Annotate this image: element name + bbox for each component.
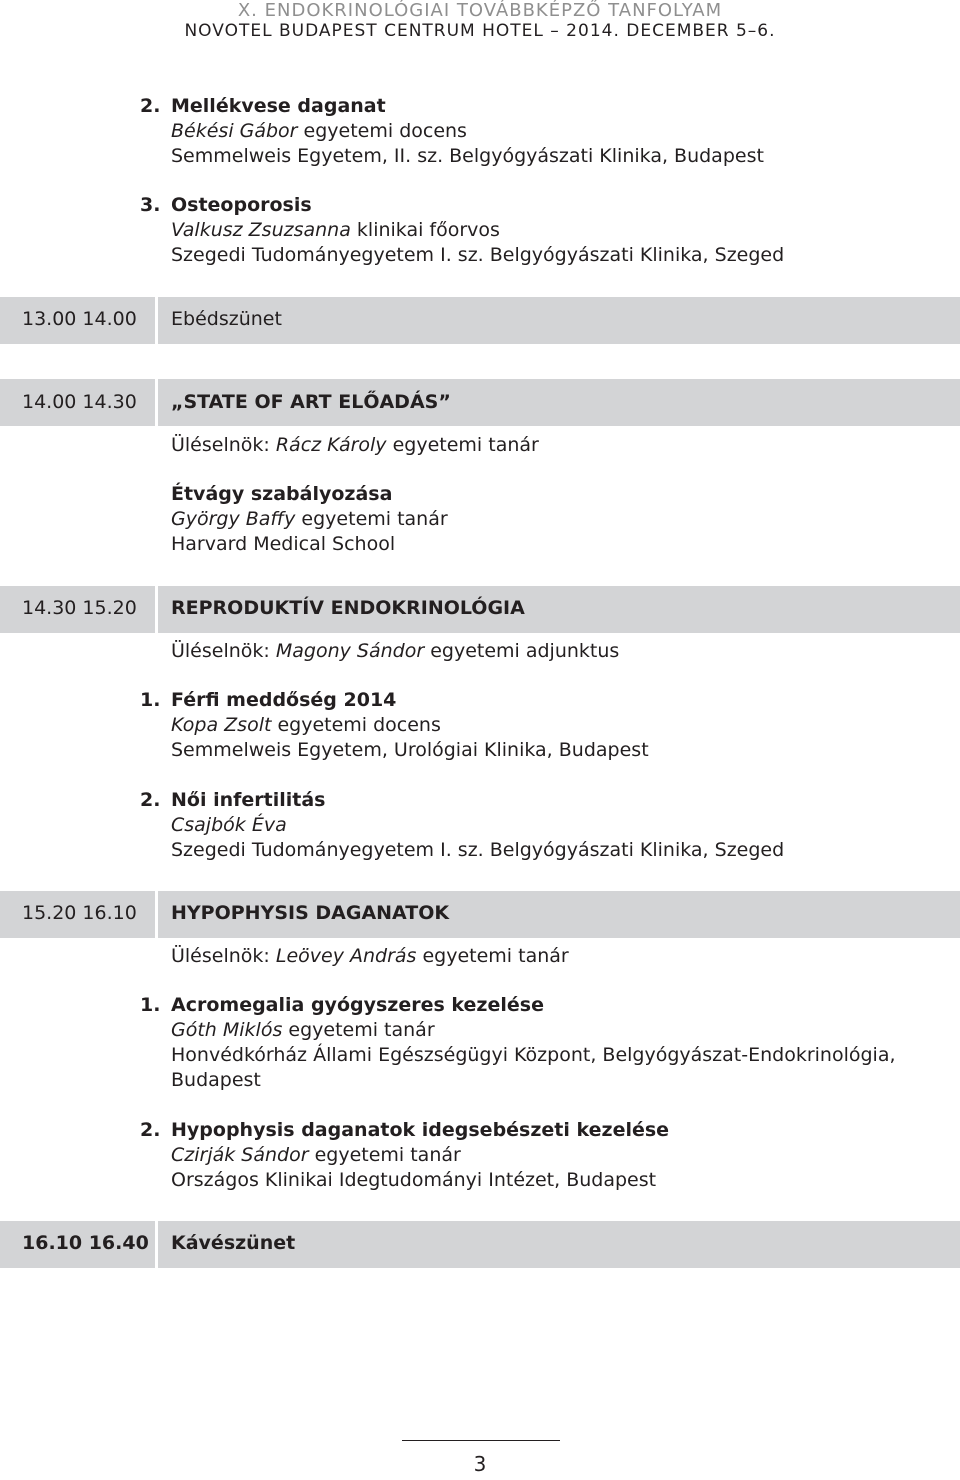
speaker-name: Kopa Zsolt bbox=[171, 714, 272, 736]
speaker-role: egyetemi tanár bbox=[295, 508, 448, 530]
talk-title: Hypophysis daganatok idegsebészeti kezelése bbox=[171, 1119, 670, 1141]
talk-speaker-line bbox=[171, 119, 467, 143]
item-number: 3. bbox=[140, 194, 161, 216]
item-number: 2. bbox=[140, 1119, 161, 1141]
talk-affiliation: Harvard Medical School bbox=[171, 533, 396, 555]
speaker-name: Góth Miklós bbox=[171, 1019, 283, 1041]
bar-divider bbox=[155, 297, 158, 344]
item-number: 1. bbox=[140, 994, 161, 1016]
header-line-1: X. ENDOKRINOLÓGIAI TOVÁBBKÉPZŐ TANFOLYAM bbox=[237, 0, 723, 21]
break-time: 16.10 16.40 bbox=[22, 1232, 149, 1254]
session-title: HYPOPHYSIS DAGANATOK bbox=[171, 902, 450, 924]
break-label: Kávészünet bbox=[171, 1232, 296, 1254]
header-line-2: NOVOTEL BUDAPEST CENTRUM HOTEL – 2014. DECEMBER 5–6. bbox=[184, 21, 776, 41]
footer-rule bbox=[402, 1440, 560, 1441]
talk-affiliation-cont: Budapest bbox=[171, 1069, 261, 1091]
session-chair bbox=[171, 433, 539, 457]
session-bar-hypophysis bbox=[0, 891, 960, 938]
talk-title: Acromegalia gyógyszeres kezelése bbox=[171, 994, 544, 1016]
talk-affiliation: Szegedi Tudományegyetem I. sz. Belgyógyászati Klinika, Szeged bbox=[171, 839, 785, 861]
chair-name: Leövey András bbox=[275, 945, 417, 967]
speaker-name: György Baffy bbox=[171, 508, 296, 530]
bar-divider bbox=[155, 1221, 158, 1268]
speaker-role: egyetemi tanár bbox=[282, 1019, 435, 1041]
chair-name: Rácz Károly bbox=[275, 434, 387, 456]
session-title: „STATE OF ART ELŐADÁS” bbox=[171, 391, 451, 413]
speaker-name: Czirják Sándor bbox=[171, 1144, 309, 1166]
talk-speaker-line bbox=[171, 218, 500, 242]
talk-title: Mellékvese daganat bbox=[171, 95, 386, 117]
bar-divider bbox=[155, 586, 158, 633]
bar-divider bbox=[155, 891, 158, 938]
speaker-role: egyetemi tanár bbox=[308, 1144, 461, 1166]
break-bar-coffee bbox=[0, 1221, 960, 1268]
session-title: REPRODUKTÍV ENDOKRINOLÓGIA bbox=[171, 597, 525, 619]
chair-role: egyetemi tanár bbox=[416, 945, 569, 967]
item-number: 1. bbox=[140, 689, 161, 711]
talk-affiliation: Semmelweis Egyetem, Urológiai Klinika, Budapest bbox=[171, 739, 649, 761]
break-label: Ebédszünet bbox=[171, 308, 282, 330]
speaker-role: egyetemi docens bbox=[297, 120, 467, 142]
chair-name: Magony Sándor bbox=[275, 640, 425, 662]
speaker-name: Csajbók Éva bbox=[171, 814, 287, 836]
chair-prefix: Üléselnök: bbox=[171, 945, 276, 967]
session-bar-state-of-art bbox=[0, 379, 960, 426]
break-time: 13.00 14.00 bbox=[22, 308, 137, 330]
talk-affiliation: Semmelweis Egyetem, II. sz. Belgyógyászati Klinika, Budapest bbox=[171, 145, 764, 167]
speaker-role: egyetemi docens bbox=[271, 714, 441, 736]
talk-speaker-line bbox=[171, 507, 448, 531]
speaker-name: Békési Gábor bbox=[171, 120, 298, 142]
session-time: 15.20 16.10 bbox=[22, 902, 137, 924]
item-number: 2. bbox=[140, 95, 161, 117]
talk-speaker-line bbox=[171, 1018, 435, 1042]
page-number: 3 bbox=[473, 1452, 487, 1476]
session-time: 14.30 15.20 bbox=[22, 597, 137, 619]
session-chair bbox=[171, 944, 569, 968]
session-time: 14.00 14.30 bbox=[22, 391, 137, 413]
chair-prefix: Üléselnök: bbox=[171, 434, 276, 456]
talk-speaker-line bbox=[171, 1143, 461, 1167]
chair-role: egyetemi tanár bbox=[386, 434, 539, 456]
chair-role: egyetemi adjunktus bbox=[424, 640, 620, 662]
item-number: 2. bbox=[140, 789, 161, 811]
talk-title: Étvágy szabályozása bbox=[171, 483, 393, 505]
talk-affiliation: Honvédkórház Állami Egészségügyi Központ, Belgyógyászat-Endokrinológia, bbox=[171, 1044, 896, 1066]
session-chair bbox=[171, 639, 619, 663]
talk-affiliation: Szegedi Tudományegyetem I. sz. Belgyógyászati Klinika, Szeged bbox=[171, 244, 785, 266]
chair-prefix: Üléselnök: bbox=[171, 640, 276, 662]
session-bar-reproductive bbox=[0, 586, 960, 633]
talk-title: Női infertilitás bbox=[171, 789, 326, 811]
break-bar-lunch bbox=[0, 297, 960, 344]
talk-speaker-line bbox=[171, 713, 441, 737]
talk-title: Férfi meddőség 2014 bbox=[171, 689, 397, 711]
talk-affiliation: Országos Klinikai Idegtudományi Intézet, Budapest bbox=[171, 1169, 657, 1191]
bar-divider bbox=[155, 379, 158, 426]
talk-title: Osteoporosis bbox=[171, 194, 312, 216]
speaker-role: klinikai főorvos bbox=[350, 219, 500, 241]
speaker-name: Valkusz Zsuzsanna bbox=[171, 219, 351, 241]
